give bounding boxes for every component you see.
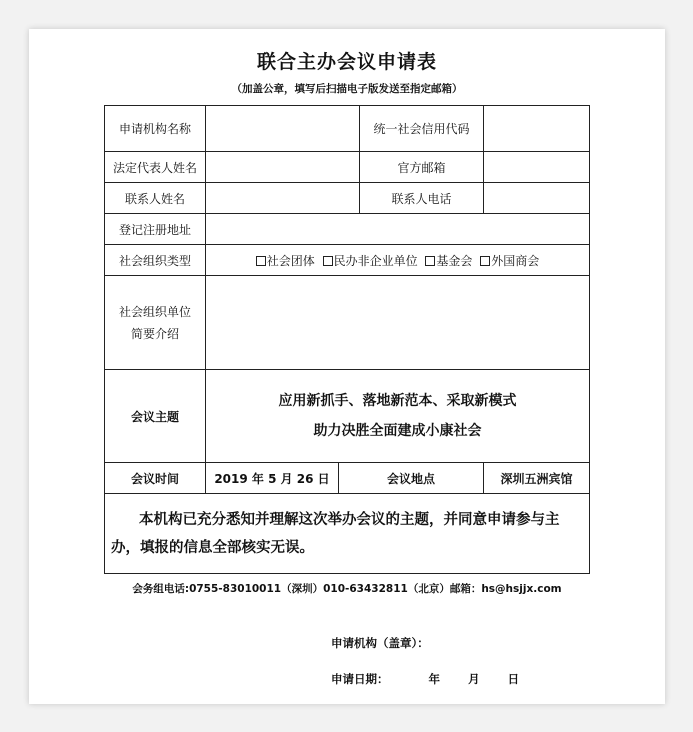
checkbox-icon[interactable] [323, 256, 333, 266]
application-form-page [29, 29, 665, 704]
table-row [105, 106, 590, 152]
org-type-option-label: 社会团体 [266, 253, 315, 268]
form-title: 联合主办会议申请表 [256, 51, 437, 73]
theme-line: 应用新抓手、落地新范本、采取新模式 [278, 393, 517, 409]
org-type-options [206, 245, 590, 276]
theme-label: 会议主题 [105, 370, 206, 463]
reg-address-label: 登记注册地址 [105, 214, 206, 245]
org-type-option-label: 基金会 [436, 253, 473, 268]
contact-info: 会务组电话:0755-83010011（深圳）010-63432811（北京）邮箱：hs@hsjjx.com [132, 583, 562, 595]
contact-phone-field[interactable] [484, 183, 590, 214]
legal-rep-field[interactable] [206, 152, 360, 183]
time-value: 2019 年 5 月 26 日 [206, 463, 339, 494]
table-row [105, 494, 590, 574]
org-type-label: 社会组织类型 [105, 245, 206, 276]
credit-code-label: 统一社会信用代码 [360, 106, 484, 152]
contact-name-field[interactable] [206, 183, 360, 214]
declaration-text: 本机构已充分悉知并理解这次举办会议的主题，并同意申请参与主办，填报的信息全部核实无误。 [105, 494, 590, 574]
org-intro-label-line: 社会组织单位 [118, 304, 191, 319]
org-intro-field[interactable] [206, 276, 590, 370]
org-name-field[interactable] [206, 106, 360, 152]
org-intro-label [105, 276, 206, 370]
legal-rep-label: 法定代表人姓名 [105, 152, 206, 183]
date-month-label: 月 [468, 672, 480, 686]
org-intro-label-line: 简要介绍 [130, 326, 179, 341]
checkbox-icon[interactable] [425, 256, 435, 266]
table-row [105, 214, 590, 245]
checkbox-icon[interactable] [480, 256, 490, 266]
table-row [105, 183, 590, 214]
form-subtitle: （加盖公章，填写后扫描电子版发送至指定邮箱） [231, 83, 463, 95]
credit-code-field[interactable] [484, 106, 590, 152]
contact-phone-label: 联系人电话 [360, 183, 484, 214]
org-type-option[interactable] [256, 252, 315, 269]
time-label: 会议时间 [105, 463, 206, 494]
org-name-label: 申请机构名称 [105, 106, 206, 152]
applicant-seal-label: 申请机构（盖章）： [331, 636, 429, 650]
org-type-option-label: 外国商会 [491, 253, 540, 268]
date-day-label: 日 [507, 672, 520, 686]
official-email-label: 官方邮箱 [360, 152, 484, 183]
org-type-option[interactable] [323, 252, 418, 269]
official-email-field[interactable] [484, 152, 590, 183]
table-row [105, 463, 590, 494]
application-table [104, 105, 590, 574]
theme-line: 助力决胜全面建成小康社会 [313, 423, 482, 439]
venue-label: 会议地点 [339, 463, 484, 494]
application-date [331, 671, 519, 687]
org-type-option-label: 民办非企业单位 [333, 253, 418, 268]
checkbox-icon[interactable] [256, 256, 266, 266]
theme-value [206, 370, 590, 463]
table-row [105, 152, 590, 183]
table-row [105, 370, 590, 463]
table-row [105, 276, 590, 370]
reg-address-field[interactable] [206, 214, 590, 245]
application-date-label: 申请日期： [331, 672, 389, 686]
org-type-option[interactable] [425, 252, 472, 269]
venue-value: 深圳五洲宾馆 [484, 463, 590, 494]
date-year-label: 年 [428, 672, 441, 686]
contact-name-label: 联系人姓名 [105, 183, 206, 214]
table-row [105, 245, 590, 276]
org-type-option[interactable] [480, 252, 539, 269]
